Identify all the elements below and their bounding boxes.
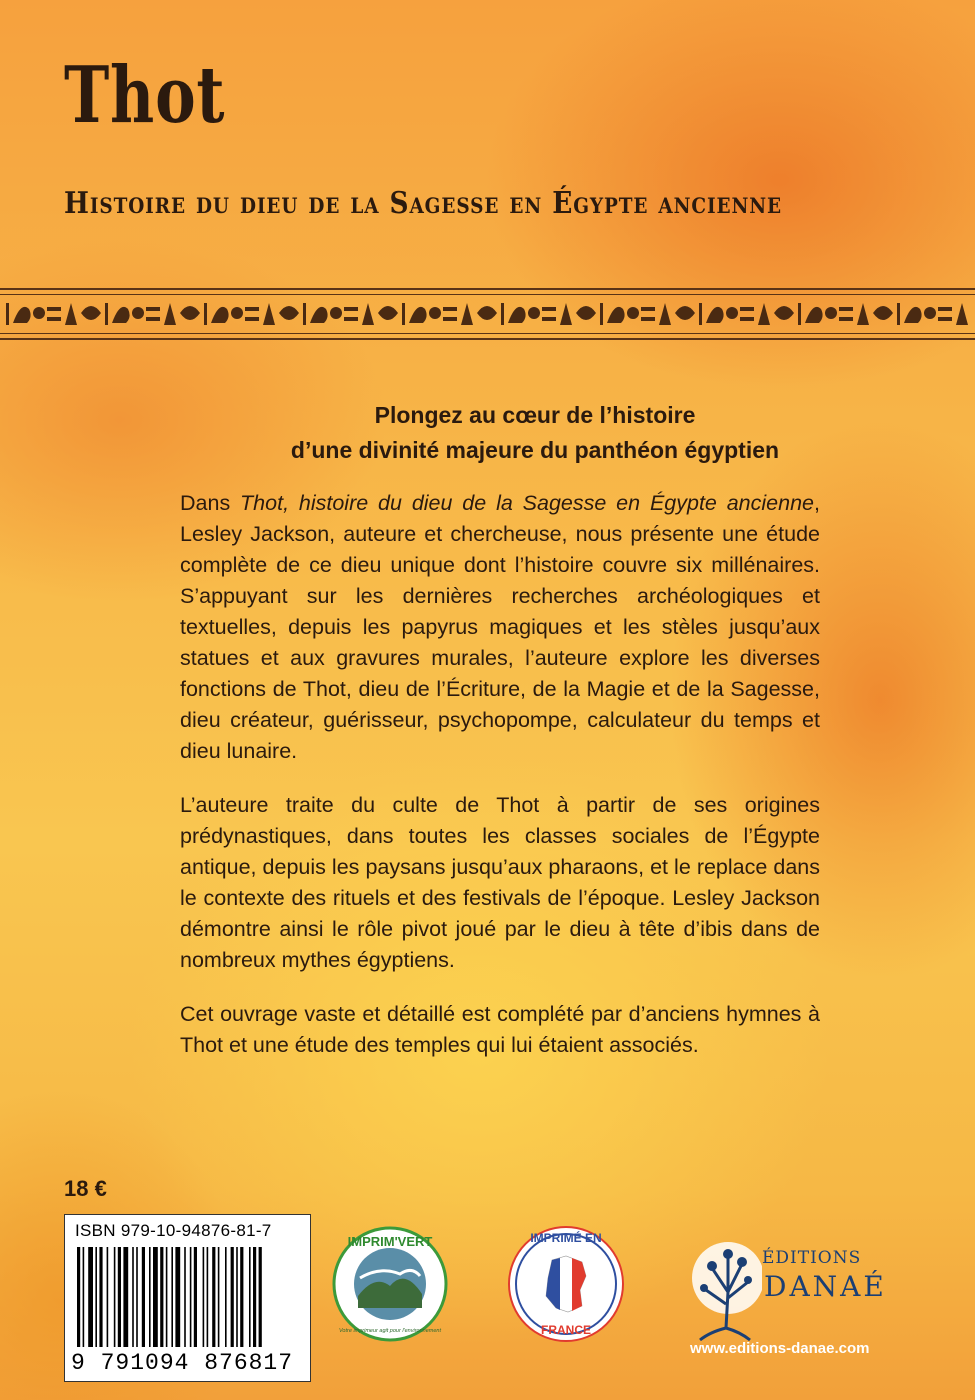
barcode-bar: [249, 1247, 251, 1347]
barcode-bar: [166, 1247, 168, 1347]
hieroglyph-glyph: [279, 306, 299, 320]
hieroglyph-glyph: [344, 307, 358, 321]
hieroglyph-glyph: [461, 303, 473, 325]
hieroglyph-glyph: [211, 307, 229, 323]
paragraph-2: L’auteure traite du culte de Thot à partir de ses origines prédynastiques, dans toutes les classes sociales de l’Égypte antique, depuis les paysans jusqu’aux pharaons, et le replace dans le contexte des rituels et des festivals de l’époque. Lesley Jackson démontre ainsi le rôle pivot joué par le dieu à tête d’ibis dans de nombreux mythes égyptiens.: [180, 793, 820, 972]
hieroglyph-glyph: [542, 307, 556, 321]
hieroglyph-glyph: [47, 307, 61, 321]
hieroglyph-band: [0, 288, 975, 340]
price: 18 €: [64, 1176, 107, 1201]
barcode-bar: [203, 1247, 205, 1347]
paragraph-1: [180, 488, 820, 767]
hieroglyph-glyph: [330, 307, 342, 319]
hieroglyph-glyph: [560, 303, 572, 325]
hieroglyph-glyph: [310, 307, 328, 323]
publisher-url[interactable]: www.editions-danae.com: [690, 1340, 870, 1357]
barcode-bar: [142, 1247, 145, 1347]
hieroglyph-glyph: [904, 307, 922, 323]
barcode-bar: [153, 1247, 158, 1347]
imprim-vert-logo: [330, 1216, 450, 1356]
hieroglyph-glyph: [477, 306, 497, 320]
hieroglyph-glyph: [798, 303, 801, 325]
hieroglyph-glyph: [839, 307, 853, 321]
hieroglyph-glyph: [706, 307, 724, 323]
hieroglyph-glyph: [825, 307, 837, 319]
barcode-bar: [83, 1247, 85, 1347]
publisher-name-line2: DANAÉ: [764, 1270, 887, 1303]
book-title-italic: Thot, histoire du dieu de la Sagesse en Égypte ancienne: [240, 491, 815, 515]
barcode-bar: [123, 1247, 128, 1347]
barcode-bar: [136, 1247, 138, 1347]
hieroglyph-glyph: [726, 307, 738, 319]
barcode-bar: [88, 1247, 93, 1347]
hieroglyph-glyph: [699, 303, 702, 325]
hieroglyph-glyph: [600, 303, 603, 325]
barcode-bar: [190, 1247, 192, 1347]
barcode-bar: [240, 1247, 243, 1347]
hieroglyph-glyph: [409, 307, 427, 323]
hieroglyph-glyph: [81, 306, 101, 320]
barcode-bar: [160, 1247, 163, 1347]
imprim-vert-tagline: Votre imprimeur agit pour l'environnement: [338, 1328, 442, 1334]
hieroglyph-glyph: [758, 303, 770, 325]
title: Thot: [64, 50, 226, 141]
barcode-bar: [118, 1247, 121, 1347]
hieroglyph-glyph: [938, 307, 952, 321]
barcode-bar: [132, 1247, 134, 1347]
hieroglyph-glyph: [105, 303, 108, 325]
hieroglyph-glyph: [112, 307, 130, 323]
paragraph-3: Cet ouvrage vaste et détaillé est complété par d’anciens hymnes à Thot et une étude des temples qui lui étaient associés.: [180, 1002, 820, 1057]
barcode-bar: [149, 1247, 151, 1347]
hieroglyph-glyph: [956, 303, 968, 325]
barcode-bar: [253, 1247, 256, 1347]
barcode-bar: [77, 1247, 80, 1347]
hieroglyph-glyph: [231, 307, 243, 319]
paragraph-1-text: , Lesley Jackson, auteure et chercheuse, nous présente une étude complète de ce dieu unique dont l’histoire couvre six millénaires. S’appuyant sur les dernières recherches archéologiques et textuelles, depuis les papyrus magiques et les stèles jusqu’aux statues et aux gravures murales, l’auteure explore les diverses fonctions de Thot, dieu de l’Écriture, de la Magie et de la Sagesse, dieu créateur, guérisseur, psychopompe, calculateur du temps et dieu lunaire.: [180, 491, 820, 763]
hieroglyph-glyph: [263, 303, 275, 325]
lead-text: [160, 398, 910, 468]
hieroglyph-glyph: [132, 307, 144, 319]
barcode-bar: [194, 1247, 197, 1347]
hieroglyph-glyph: [528, 307, 540, 319]
imprime-en-label: IMPRIMÉ EN: [530, 1231, 602, 1245]
hieroglyph-glyph: [607, 307, 625, 323]
hieroglyph-glyph: [362, 303, 374, 325]
hieroglyph-glyph: [659, 303, 671, 325]
hieroglyph-glyph: [924, 307, 936, 319]
barcode-bar: [99, 1247, 102, 1347]
hieroglyph-glyph: [429, 307, 441, 319]
imprim-vert-label: IMPRIM'VERT: [347, 1234, 433, 1249]
hieroglyph-glyph: [897, 303, 900, 325]
hieroglyph-glyph: [204, 303, 207, 325]
hieroglyph-glyph: [180, 306, 200, 320]
lead-line-2: d’une divinité majeure du panthéon égyptien: [290, 437, 780, 463]
tree-icon: [690, 1228, 762, 1348]
description: [180, 488, 820, 1084]
hieroglyph-glyph: [857, 303, 869, 325]
barcode-bar: [207, 1247, 209, 1347]
barcode-bar: [218, 1247, 220, 1347]
hieroglyph-frieze-icon: [0, 295, 975, 333]
france-label: FRANCE: [541, 1323, 591, 1337]
imprime-en-france-logo: [506, 1216, 626, 1356]
ean-digits: 9 791094 876817: [71, 1350, 294, 1376]
barcode-bar: [114, 1247, 116, 1347]
barcode-bar: [171, 1247, 173, 1347]
hieroglyph-glyph: [501, 303, 504, 325]
barcode-bar: [236, 1247, 238, 1347]
paragraph-1-prefix: Dans: [180, 491, 241, 515]
hieroglyph-glyph: [303, 303, 306, 325]
barcode-bar: [259, 1247, 262, 1347]
barcode-bar: [95, 1247, 97, 1347]
hieroglyph-glyph: [164, 303, 176, 325]
hieroglyph-glyph: [576, 306, 596, 320]
hieroglyph-glyph: [805, 307, 823, 323]
subtitle: Histoire du dieu de la Sagesse en Égypte ancienne: [64, 186, 782, 221]
hieroglyph-glyph: [378, 306, 398, 320]
publisher-name-line1: ÉDITIONS: [762, 1248, 862, 1268]
hieroglyph-glyph: [33, 307, 45, 319]
hieroglyph-glyph: [6, 303, 9, 325]
barcode-bar: [175, 1247, 180, 1347]
barcode-bar: [231, 1247, 234, 1347]
lead-line-1: Plongez au cœur de l’histoire: [374, 402, 696, 428]
barcode-bar: [212, 1247, 215, 1347]
isbn-text: ISBN 979-10-94876-81-7: [75, 1221, 272, 1240]
hieroglyph-glyph: [65, 303, 77, 325]
hieroglyph-glyph: [146, 307, 160, 321]
hieroglyph-glyph: [245, 307, 259, 321]
hieroglyph-glyph: [740, 307, 754, 321]
hieroglyph-glyph: [508, 307, 526, 323]
hieroglyph-glyph: [627, 307, 639, 319]
hieroglyph-glyph: [13, 307, 31, 323]
hieroglyph-glyph: [641, 307, 655, 321]
barcode-bar: [225, 1247, 227, 1347]
hieroglyph-glyph: [675, 306, 695, 320]
hieroglyph-glyph: [873, 306, 893, 320]
hieroglyph-glyph: [774, 306, 794, 320]
barcode-icon: [73, 1247, 301, 1351]
barcode-bar: [107, 1247, 109, 1347]
barcode-box: [64, 1214, 311, 1382]
barcode-bar: [184, 1247, 186, 1347]
hieroglyph-glyph: [402, 303, 405, 325]
hieroglyph-glyph: [443, 307, 457, 321]
